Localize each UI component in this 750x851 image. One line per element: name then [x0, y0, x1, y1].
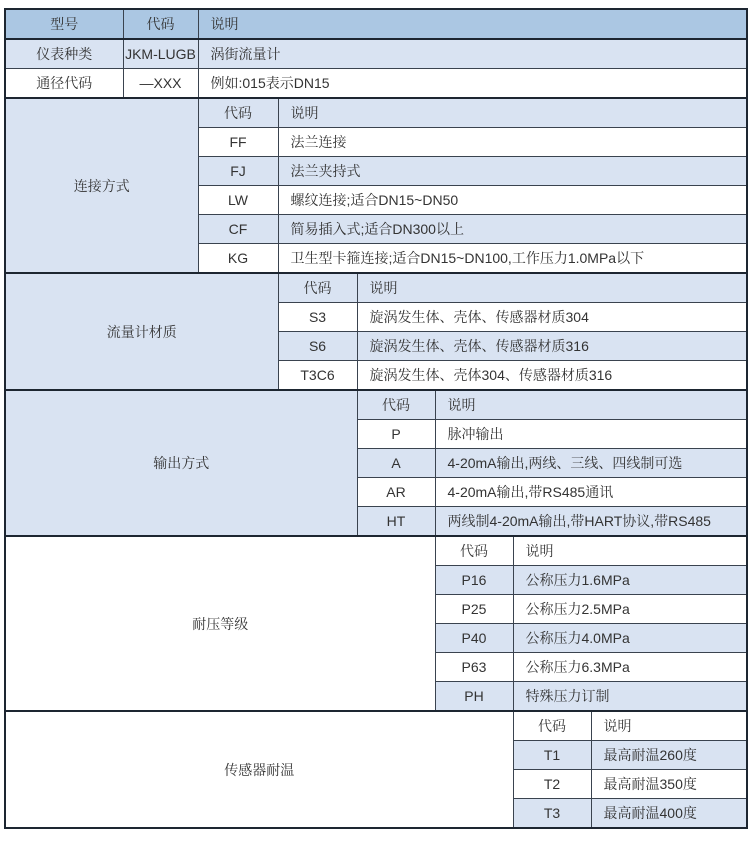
col-header-model: 型号 [5, 9, 123, 39]
section-label-temperature: 传感器耐温 [5, 711, 513, 828]
sub-header-description: 说明 [435, 390, 747, 420]
code-cell: AR [357, 478, 435, 507]
table-row [5, 536, 747, 566]
code-cell: PH [435, 682, 513, 712]
sub-header-description: 说明 [278, 98, 747, 128]
description-cell: 旋涡发生体、壳体304、传感器材质316 [357, 361, 747, 391]
code-cell: LW [198, 186, 278, 215]
description-cell: 例如:015表示DN15 [198, 69, 747, 99]
description-cell: 特殊压力订制 [513, 682, 747, 712]
code-cell: KG [198, 244, 278, 274]
table-row [5, 39, 747, 69]
code-cell: P [357, 420, 435, 449]
code-cell: T2 [513, 770, 591, 799]
description-cell: 公称压力6.3MPa [513, 653, 747, 682]
code-cell: CF [198, 215, 278, 244]
description-cell: 两线制4-20mA输出,带HART协议,带RS485 [435, 507, 747, 537]
description-cell: 脉冲输出 [435, 420, 747, 449]
row-label-instrument-type: 仪表种类 [5, 39, 123, 69]
description-cell: 卫生型卡箍连接;适合DN15~DN100,工作压力1.0MPa以下 [278, 244, 747, 274]
description-cell: 简易插入式;适合DN300以上 [278, 215, 747, 244]
section-label-output: 输出方式 [5, 390, 357, 536]
description-cell: 最高耐温350度 [591, 770, 747, 799]
description-cell: 旋涡发生体、壳体、传感器材质316 [357, 332, 747, 361]
code-cell: P25 [435, 595, 513, 624]
table-row [5, 98, 747, 128]
table-row [5, 390, 747, 420]
description-cell: 公称压力1.6MPa [513, 566, 747, 595]
table-row [5, 69, 747, 99]
code-cell: T1 [513, 741, 591, 770]
description-cell: 螺纹连接;适合DN15~DN50 [278, 186, 747, 215]
sub-header-code: 代码 [198, 98, 278, 128]
sub-header-code: 代码 [513, 711, 591, 741]
code-cell: FF [198, 128, 278, 157]
table-header-row [5, 9, 747, 39]
description-cell: 旋涡发生体、壳体、传感器材质304 [357, 303, 747, 332]
code-cell: A [357, 449, 435, 478]
table-row [5, 273, 747, 303]
description-cell: 最高耐温260度 [591, 741, 747, 770]
description-cell: 公称压力2.5MPa [513, 595, 747, 624]
sub-header-description: 说明 [591, 711, 747, 741]
description-cell: 法兰连接 [278, 128, 747, 157]
col-header-description: 说明 [198, 9, 747, 39]
model-selection-table [4, 8, 748, 829]
col-header-code: 代码 [123, 9, 198, 39]
code-cell: S3 [278, 303, 357, 332]
sub-header-code: 代码 [435, 536, 513, 566]
code-cell: S6 [278, 332, 357, 361]
sub-header-code: 代码 [278, 273, 357, 303]
code-cell: FJ [198, 157, 278, 186]
description-cell: 涡街流量计 [198, 39, 747, 69]
description-cell: 公称压力4.0MPa [513, 624, 747, 653]
row-label-diameter-code: 通径代码 [5, 69, 123, 99]
description-cell: 法兰夹持式 [278, 157, 747, 186]
description-cell: 4-20mA输出,带RS485通讯 [435, 478, 747, 507]
code-cell: JKM-LUGB [123, 39, 198, 69]
code-cell: —XXX [123, 69, 198, 99]
description-cell: 最高耐温400度 [591, 799, 747, 829]
sub-header-description: 说明 [357, 273, 747, 303]
table-row [5, 711, 747, 741]
code-cell: P63 [435, 653, 513, 682]
section-label-connection: 连接方式 [5, 98, 198, 273]
sub-header-code: 代码 [357, 390, 435, 420]
code-cell: P16 [435, 566, 513, 595]
code-cell: P40 [435, 624, 513, 653]
code-cell: T3 [513, 799, 591, 829]
section-label-pressure: 耐压等级 [5, 536, 435, 711]
section-label-material: 流量计材质 [5, 273, 278, 390]
code-cell: T3C6 [278, 361, 357, 391]
sub-header-description: 说明 [513, 536, 747, 566]
code-cell: HT [357, 507, 435, 537]
description-cell: 4-20mA输出,两线、三线、四线制可选 [435, 449, 747, 478]
